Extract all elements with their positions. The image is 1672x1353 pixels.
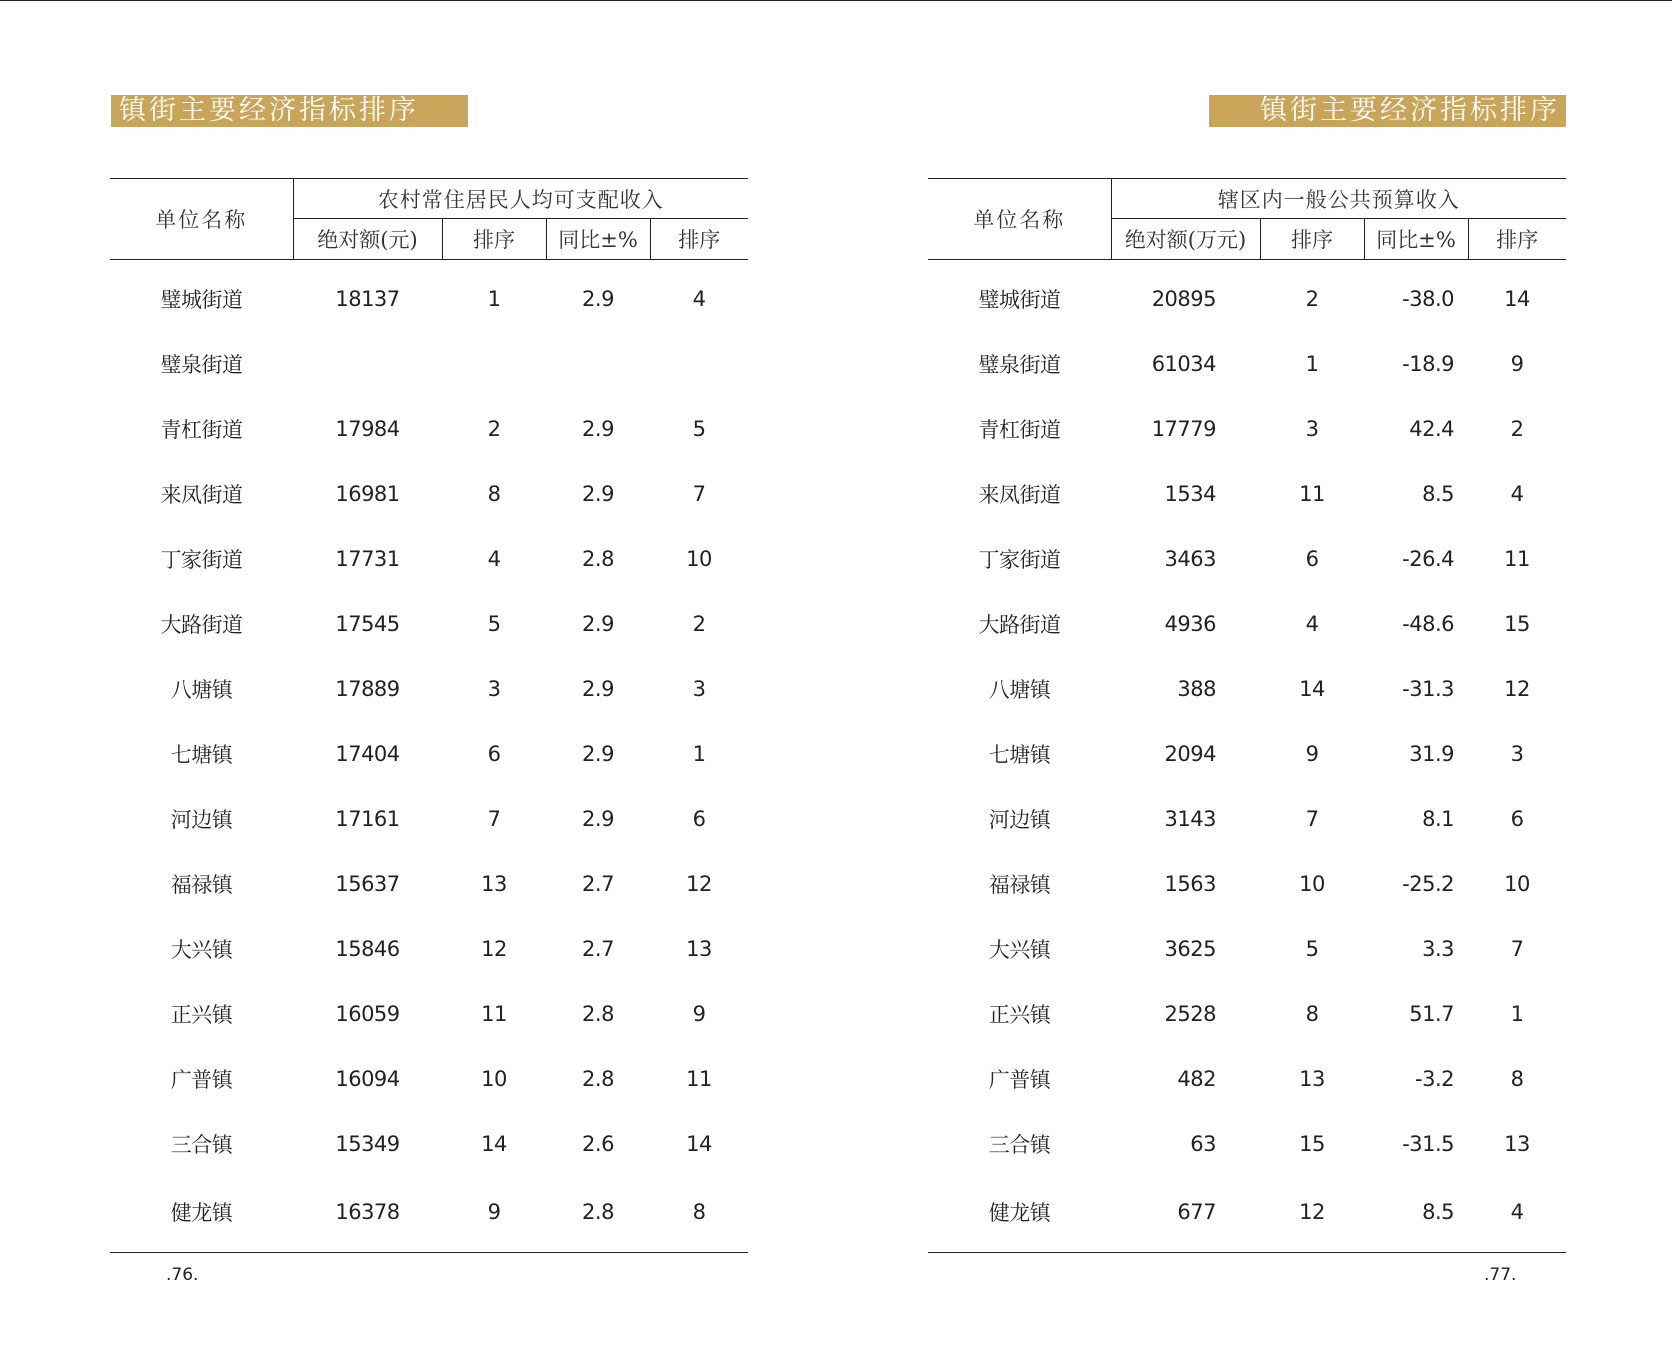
- column-header-yoy-rank: 排序: [650, 219, 748, 260]
- yoy-change-cell: 31.9: [1409, 741, 1454, 766]
- yoy-change-cell: 8.1: [1422, 806, 1454, 831]
- unit-name-cell: 璧泉街道: [160, 352, 243, 377]
- table-row: [110, 1176, 748, 1253]
- unit-name-cell: 青杠街道: [978, 417, 1061, 442]
- yoy-change-cell: 2.6: [582, 1131, 614, 1156]
- yoy-rank-cell: 11: [1504, 546, 1530, 571]
- yoy-rank-cell: 1: [1510, 1001, 1524, 1026]
- absolute-value-cell: 17889: [335, 676, 400, 701]
- column-header-rank: 排序: [1260, 219, 1364, 260]
- unit-name-cell: 八塘镇: [988, 677, 1051, 702]
- absolute-value-cell: 482: [1177, 1066, 1216, 1091]
- unit-name-cell: 七塘镇: [170, 742, 233, 767]
- table-row: [110, 1046, 748, 1111]
- absolute-value-cell: 17984: [335, 416, 400, 441]
- yoy-rank-cell: 4: [1510, 481, 1524, 506]
- yoy-rank-cell: 15: [1504, 611, 1530, 636]
- unit-name-cell: 七塘镇: [988, 742, 1051, 767]
- yoy-rank-cell: 9: [1510, 351, 1524, 376]
- absolute-value-cell: 3143: [1164, 806, 1216, 831]
- table-row: [110, 331, 748, 396]
- rank-cell: 1: [1305, 351, 1319, 376]
- yoy-rank-cell: 6: [1510, 806, 1524, 831]
- rank-cell: 9: [1305, 741, 1319, 766]
- unit-name-cell: 福禄镇: [170, 872, 233, 897]
- absolute-value-cell: 3625: [1164, 936, 1216, 961]
- absolute-value-cell: 16059: [335, 1001, 400, 1026]
- yoy-rank-cell: 13: [686, 936, 712, 961]
- yoy-change-cell: -26.4: [1402, 546, 1454, 571]
- yoy-change-cell: 2.9: [582, 416, 614, 441]
- absolute-value-cell: 1563: [1164, 871, 1216, 896]
- page-number: .77.: [1484, 1265, 1517, 1285]
- yoy-rank-cell: 10: [686, 546, 712, 571]
- column-header-yoy: 同比±%: [1364, 219, 1468, 260]
- yoy-rank-cell: 3: [692, 676, 706, 701]
- rank-cell: 6: [1305, 546, 1319, 571]
- table-row: [928, 1176, 1566, 1253]
- rank-cell: 6: [487, 741, 501, 766]
- column-header-yoy-rank: 排序: [1468, 219, 1566, 260]
- unit-name-cell: 健龙镇: [110, 1176, 293, 1253]
- absolute-value-cell: 18137: [335, 286, 400, 311]
- column-header-absolute: 绝对额(元): [293, 219, 442, 260]
- rank-cell: 13: [481, 871, 507, 896]
- absolute-value-cell: 15349: [335, 1131, 400, 1156]
- rank-cell: 3: [487, 676, 501, 701]
- yoy-change-cell: 51.7: [1409, 1001, 1454, 1026]
- yoy-rank-cell: 8: [1510, 1066, 1524, 1091]
- table-row: [928, 916, 1566, 981]
- right-page: [836, 0, 1672, 1353]
- table-row: [928, 1111, 1566, 1176]
- absolute-value-cell: 63: [1190, 1131, 1216, 1156]
- unit-name-cell: 璧城街道: [978, 287, 1061, 312]
- yoy-rank-cell: [650, 331, 748, 396]
- table-row: [928, 851, 1566, 916]
- table-row: [928, 786, 1566, 851]
- unit-name-cell: 大路街道: [978, 612, 1061, 637]
- yoy-change-cell: 2.9: [582, 741, 614, 766]
- table-row: [928, 1046, 1566, 1111]
- yoy-rank-cell: 2: [1510, 416, 1524, 441]
- group-header: 辖区内一般公共预算收入: [1111, 179, 1566, 219]
- unit-name-cell: 璧泉街道: [978, 352, 1061, 377]
- yoy-rank-cell: 3: [1510, 741, 1524, 766]
- yoy-rank-cell: 5: [692, 416, 706, 441]
- yoy-rank-cell: 6: [692, 806, 706, 831]
- table-row: [110, 656, 748, 721]
- yoy-rank-cell: 14: [686, 1131, 712, 1156]
- table-row: [110, 591, 748, 656]
- table-row: [928, 461, 1566, 526]
- rank-cell: 4: [1305, 611, 1319, 636]
- unit-name-header: 单位名称: [928, 179, 1111, 260]
- unit-name-cell: 丁家街道: [978, 547, 1061, 572]
- yoy-rank-cell: 9: [692, 1001, 706, 1026]
- unit-name-cell: 璧城街道: [160, 287, 243, 312]
- absolute-value-cell: 15637: [335, 871, 400, 896]
- left-section-banner: 镇街主要经济指标排序: [111, 95, 468, 127]
- rank-cell: 7: [1305, 806, 1319, 831]
- yoy-change-cell: 3.3: [1422, 936, 1454, 961]
- absolute-value-cell: 17545: [335, 611, 400, 636]
- yoy-rank-cell: 12: [1504, 676, 1530, 701]
- table-row: [928, 721, 1566, 786]
- rank-cell: 14: [1299, 676, 1325, 701]
- table-row: [110, 721, 748, 786]
- absolute-value-cell: 16378: [293, 1176, 442, 1253]
- rank-cell: 7: [487, 806, 501, 831]
- unit-name-cell: 河边镇: [170, 807, 233, 832]
- table-body: [110, 260, 748, 1253]
- unit-name-cell: 大路街道: [160, 612, 243, 637]
- yoy-rank-cell: 10: [1504, 871, 1530, 896]
- absolute-value-cell: 16981: [335, 481, 400, 506]
- yoy-change-cell: 2.8: [582, 546, 614, 571]
- table-row: [928, 591, 1566, 656]
- table-row: [928, 331, 1566, 396]
- unit-name-cell: 河边镇: [988, 807, 1051, 832]
- rank-cell: 11: [481, 1001, 507, 1026]
- yoy-change-cell: 8.5: [1364, 1176, 1468, 1253]
- yoy-change-cell: 2.9: [582, 286, 614, 311]
- absolute-value-cell: 4936: [1164, 611, 1216, 636]
- yoy-change-cell: [546, 331, 650, 396]
- unit-name-cell: 广普镇: [988, 1067, 1051, 1092]
- table-row: [110, 1111, 748, 1176]
- unit-name-cell: 健龙镇: [928, 1176, 1111, 1253]
- yoy-change-cell: 2.9: [582, 676, 614, 701]
- yoy-rank-cell: 12: [686, 871, 712, 896]
- table-row: [928, 981, 1566, 1046]
- yoy-change-cell: 42.4: [1409, 416, 1454, 441]
- yoy-change-cell: 8.5: [1422, 481, 1454, 506]
- rank-cell: 4: [487, 546, 501, 571]
- absolute-value-cell: 16094: [335, 1066, 400, 1091]
- table-row: [928, 396, 1566, 461]
- absolute-value-cell: 2094: [1164, 741, 1216, 766]
- yoy-change-cell: -31.5: [1402, 1131, 1454, 1156]
- rank-cell: 2: [1305, 286, 1319, 311]
- rural-income-table: [110, 178, 748, 1253]
- absolute-value-cell: 61034: [1151, 351, 1216, 376]
- table-row: [110, 851, 748, 916]
- absolute-value-cell: 388: [1177, 676, 1216, 701]
- yoy-rank-cell: 4: [692, 286, 706, 311]
- yoy-change-cell: 2.7: [582, 871, 614, 896]
- yoy-change-cell: 2.9: [582, 481, 614, 506]
- unit-name-cell: 三合镇: [170, 1132, 233, 1157]
- yoy-rank-cell: 14: [1504, 286, 1530, 311]
- table-row: [928, 260, 1566, 332]
- unit-name-cell: 来凤街道: [160, 482, 243, 507]
- absolute-value-cell: 20895: [1151, 286, 1216, 311]
- column-header-rank: 排序: [442, 219, 546, 260]
- rank-cell: 10: [1299, 871, 1325, 896]
- rank-cell: 15: [1299, 1131, 1325, 1156]
- absolute-value-cell: 677: [1111, 1176, 1260, 1253]
- table-body: [928, 260, 1566, 1253]
- absolute-value-cell: 17161: [335, 806, 400, 831]
- yoy-rank-cell: 7: [1510, 936, 1524, 961]
- table-row: [110, 260, 748, 332]
- yoy-rank-cell: 4: [1468, 1176, 1566, 1253]
- yoy-change-cell: -18.9: [1402, 351, 1454, 376]
- unit-name-cell: 广普镇: [170, 1067, 233, 1092]
- absolute-value-cell: 15846: [335, 936, 400, 961]
- rank-cell: 14: [481, 1131, 507, 1156]
- group-header: 农村常住居民人均可支配收入: [293, 179, 748, 219]
- rank-cell: 10: [481, 1066, 507, 1091]
- rank-cell: 8: [1305, 1001, 1319, 1026]
- absolute-value-cell: 3463: [1164, 546, 1216, 571]
- rank-cell: 2: [487, 416, 501, 441]
- unit-name-cell: 大兴镇: [988, 937, 1051, 962]
- absolute-value-cell: 17404: [335, 741, 400, 766]
- yoy-rank-cell: 7: [692, 481, 706, 506]
- yoy-rank-cell: 2: [692, 611, 706, 636]
- rank-cell: 13: [1299, 1066, 1325, 1091]
- unit-name-cell: 丁家街道: [160, 547, 243, 572]
- yoy-change-cell: 2.7: [582, 936, 614, 961]
- table-row: [110, 786, 748, 851]
- yoy-rank-cell: 8: [650, 1176, 748, 1253]
- table-row: [110, 981, 748, 1046]
- unit-name-cell: 大兴镇: [170, 937, 233, 962]
- column-header-yoy: 同比±%: [546, 219, 650, 260]
- yoy-rank-cell: 13: [1504, 1131, 1530, 1156]
- rank-cell: 1: [487, 286, 501, 311]
- unit-name-cell: 正兴镇: [170, 1002, 233, 1027]
- page-number: .76.: [166, 1265, 199, 1285]
- yoy-change-cell: -38.0: [1402, 286, 1454, 311]
- table-row: [928, 526, 1566, 591]
- table-row: [928, 656, 1566, 721]
- unit-name-cell: 福禄镇: [988, 872, 1051, 897]
- yoy-change-cell: 2.8: [582, 1066, 614, 1091]
- table-row: [110, 396, 748, 461]
- unit-name-cell: 三合镇: [988, 1132, 1051, 1157]
- budget-revenue-table: [928, 178, 1566, 1253]
- rank-cell: 5: [487, 611, 501, 636]
- absolute-value-cell: 1534: [1164, 481, 1216, 506]
- absolute-value-cell: 2528: [1164, 1001, 1216, 1026]
- yoy-change-cell: -48.6: [1402, 611, 1454, 636]
- unit-name-cell: 正兴镇: [988, 1002, 1051, 1027]
- yoy-change-cell: 2.8: [582, 1001, 614, 1026]
- yoy-change-cell: -31.3: [1402, 676, 1454, 701]
- unit-name-cell: 八塘镇: [170, 677, 233, 702]
- right-section-banner: 镇街主要经济指标排序: [1209, 95, 1566, 127]
- rank-cell: 12: [1260, 1176, 1364, 1253]
- table-row: [110, 916, 748, 981]
- unit-name-header: 单位名称: [110, 179, 293, 260]
- unit-name-cell: 青杠街道: [160, 417, 243, 442]
- absolute-value-cell: 17731: [335, 546, 400, 571]
- yoy-change-cell: -3.2: [1415, 1066, 1454, 1091]
- yoy-rank-cell: 1: [692, 741, 706, 766]
- rank-cell: 5: [1305, 936, 1319, 961]
- absolute-value-cell: [293, 331, 442, 396]
- yoy-rank-cell: 11: [686, 1066, 712, 1091]
- rank-cell: 3: [1305, 416, 1319, 441]
- rank-cell: 11: [1299, 481, 1325, 506]
- absolute-value-cell: 17779: [1151, 416, 1216, 441]
- yoy-change-cell: 2.9: [582, 806, 614, 831]
- rank-cell: 9: [442, 1176, 546, 1253]
- yoy-change-cell: 2.8: [546, 1176, 650, 1253]
- rank-cell: 8: [487, 481, 501, 506]
- unit-name-cell: 来凤街道: [978, 482, 1061, 507]
- column-header-absolute: 绝对额(万元): [1111, 219, 1260, 260]
- rank-cell: 12: [481, 936, 507, 961]
- yoy-change-cell: -25.2: [1402, 871, 1454, 896]
- table-row: [110, 461, 748, 526]
- rank-cell: [442, 331, 546, 396]
- table-row: [110, 526, 748, 591]
- yoy-change-cell: 2.9: [582, 611, 614, 636]
